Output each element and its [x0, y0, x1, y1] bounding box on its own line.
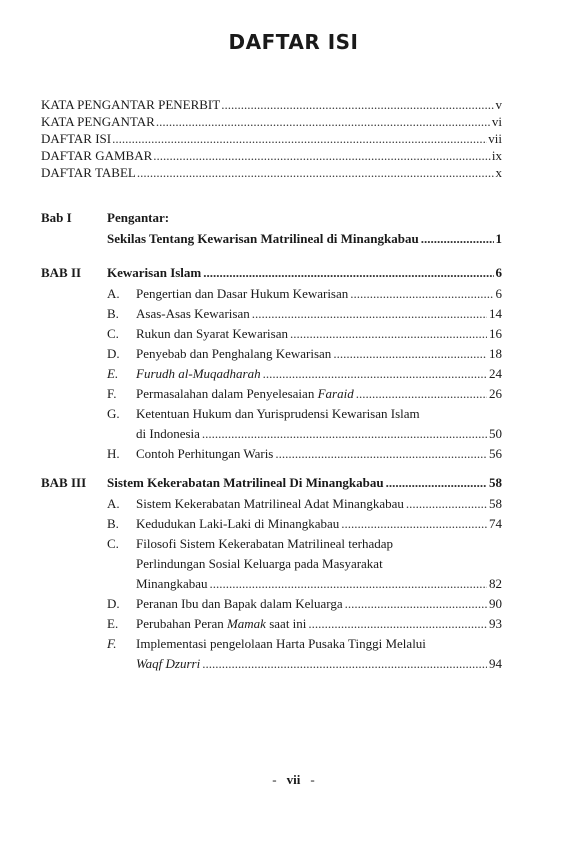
footer-dash-right: -	[310, 772, 315, 787]
dot-leader	[406, 494, 487, 514]
section-entry[interactable]: E. Perubahan Peran Mamak saat ini ..... 93	[107, 614, 502, 634]
dot-leader	[308, 614, 487, 634]
page-number: vii	[286, 772, 301, 787]
section-entry-multiline[interactable]: C. Filosofi Sistem Kekerabatan Matrilineal terhadap Perlindungan Sosial Keluarga pada Masyarakat Minangkabau ..... 82	[107, 534, 502, 594]
dot-leader	[209, 574, 487, 594]
section-entry[interactable]: D. Penyebab dan Penghalang Kewarisan ..... 18	[107, 344, 502, 364]
section-entry-multiline[interactable]: G. Ketentuan Hukum dan Yurisprudensi Kewarisan Islam di Indonesia ..... 50	[107, 404, 502, 444]
section-entry[interactable]: A. Pengertian dan Dasar Hukum Kewarisan ..... 6	[107, 284, 502, 304]
toc-entry[interactable]: DAFTAR ISI ..... vii	[41, 130, 502, 147]
dot-leader	[275, 444, 487, 464]
dot-leader	[137, 164, 495, 181]
chapter-title-entry[interactable]: Kewarisan Islam ..... 6	[107, 263, 502, 284]
dot-leader	[263, 364, 487, 384]
footer-dash-left: -	[272, 772, 277, 787]
dot-leader	[386, 473, 487, 494]
section-entry[interactable]: B. Kedudukan Laki-Laki di Minangkabau ..... 74	[107, 514, 502, 534]
chapter-title-entry[interactable]: Sekilas Tentang Kewarisan Matrilineal di Minangkabau ..... 1	[107, 229, 502, 250]
dot-leader	[345, 594, 487, 614]
toc-entry[interactable]: DAFTAR GAMBAR ..... ix	[41, 147, 502, 164]
chapter-title: Pengantar:	[107, 210, 170, 225]
dot-leader	[252, 304, 487, 324]
toc-entry[interactable]: KATA PENGANTAR PENERBIT ..... v	[41, 96, 502, 113]
page-title: DAFTAR ISI	[228, 30, 359, 54]
dot-leader	[153, 147, 491, 164]
toc-entry[interactable]: KATA PENGANTAR ..... vi	[41, 113, 502, 130]
dot-leader	[112, 130, 487, 147]
dot-leader	[202, 424, 487, 444]
dot-leader	[350, 284, 493, 304]
section-entry[interactable]: H. Contoh Perhitungan Waris ..... 56	[107, 444, 502, 464]
dot-leader	[356, 384, 487, 404]
chapter-1	[41, 208, 502, 249]
section-entry-multiline[interactable]: F. Implementasi pengelolaan Harta Pusaka Tinggi Melalui Waqf Dzurri ..... 94	[107, 634, 502, 674]
chapter-number: BAB III	[41, 475, 87, 490]
chapter-3	[41, 473, 502, 674]
dot-leader	[290, 324, 487, 344]
chapter-number: BAB II	[41, 265, 82, 280]
dot-leader	[333, 344, 487, 364]
dot-leader	[341, 514, 487, 534]
toc-entry[interactable]: DAFTAR TABEL ..... x	[41, 164, 502, 181]
dot-leader	[203, 263, 493, 284]
dot-leader	[156, 113, 491, 130]
section-entry[interactable]: E. Furudh al-Muqadharah ..... 24	[107, 364, 502, 384]
dot-leader	[221, 96, 494, 113]
section-entry[interactable]: F. Permasalahan dalam Penyelesaian Faraid ..... 26	[107, 384, 502, 404]
section-entry[interactable]: C. Rukun dan Syarat Kewarisan ..... 16	[107, 324, 502, 344]
section-entry[interactable]: A. Sistem Kekerabatan Matrilineal Adat Minangkabau ..... 58	[107, 494, 502, 514]
front-matter-list	[41, 96, 502, 181]
chapter-number: Bab I	[41, 210, 72, 225]
chapter-2	[41, 263, 502, 464]
page-footer	[0, 772, 587, 788]
section-entry[interactable]: B. Asas-Asas Kewarisan ..... 14	[107, 304, 502, 324]
section-entry[interactable]: D. Peranan Ibu dan Bapak dalam Keluarga ..... 90	[107, 594, 502, 614]
chapter-title-entry[interactable]: Sistem Kekerabatan Matrilineal Di Minangkabau ..... 58	[107, 473, 502, 494]
dot-leader	[421, 229, 494, 250]
dot-leader	[202, 654, 487, 674]
